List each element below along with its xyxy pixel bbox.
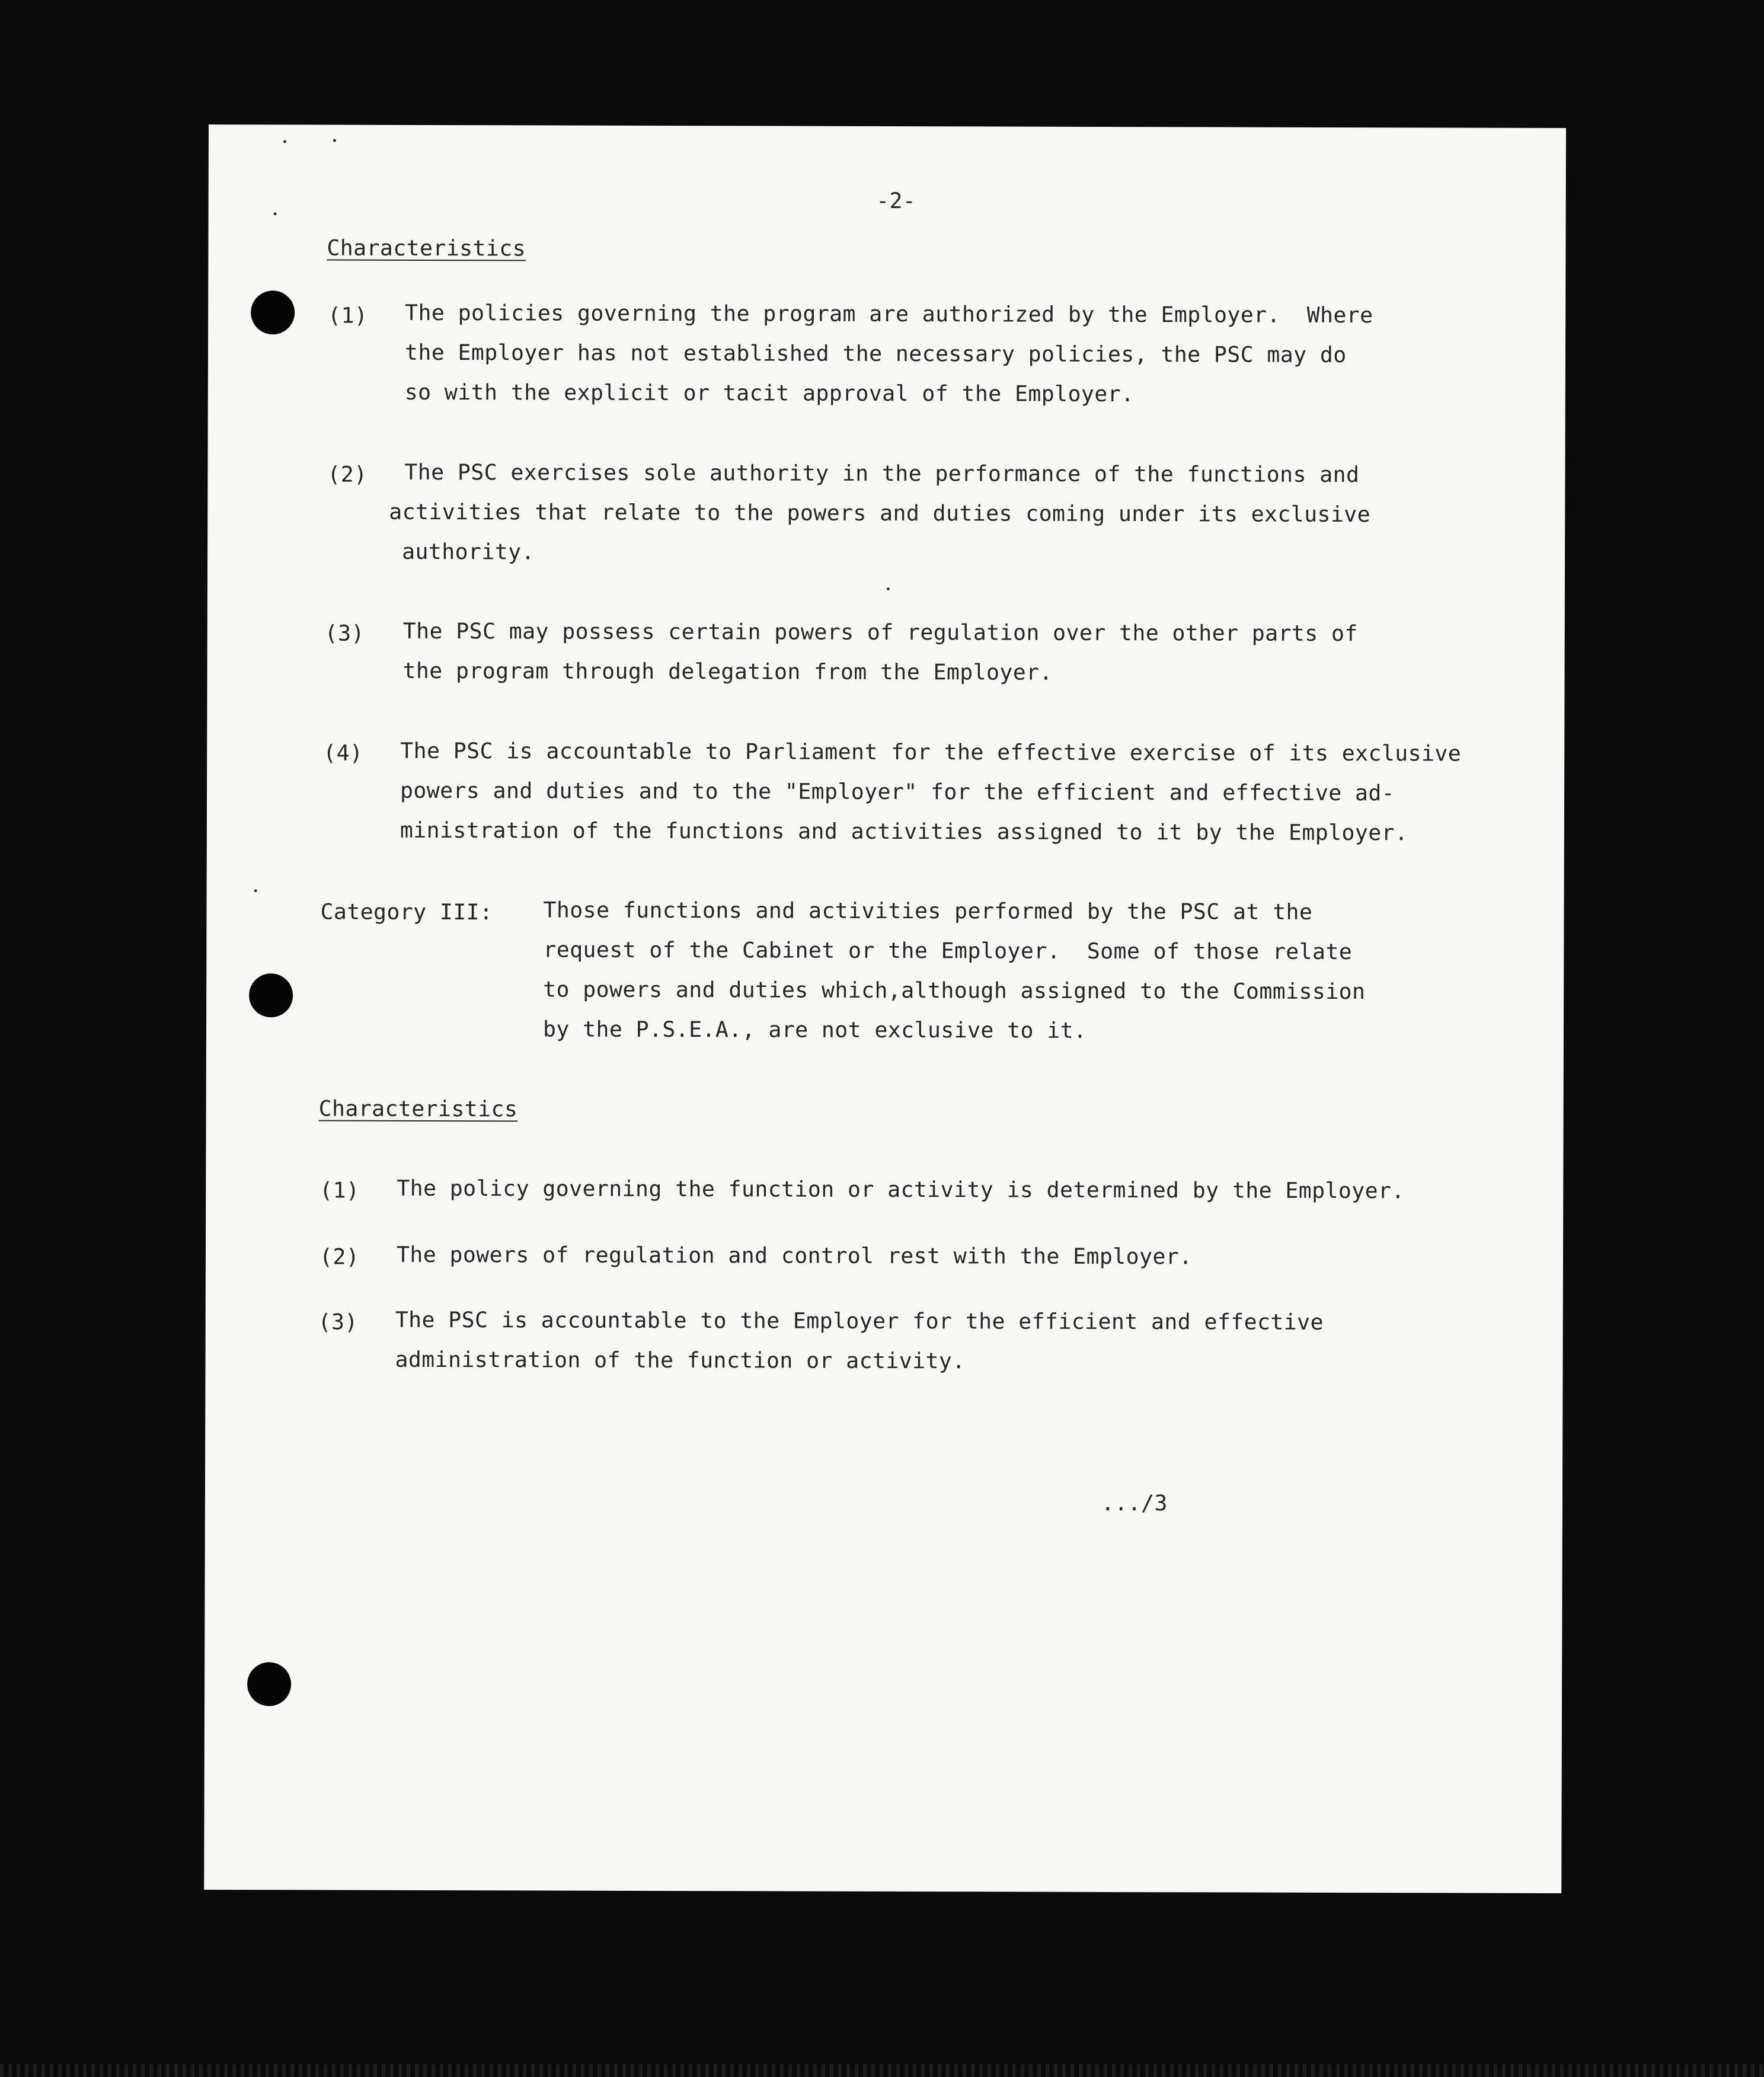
list-item-number: (1): [328, 302, 368, 328]
list-item-text: The policies governing the program are authorized by the Employer. Where the Employer has not established the necessary policies, the PSC may do so with the explicit or tacit approval of the Employer.: [404, 299, 1373, 407]
section-heading-characteristics-1: Characteristics: [327, 235, 526, 261]
document-page: [204, 124, 1566, 1893]
list-item-number: (1): [319, 1177, 360, 1203]
list-item-text: The policy governing the function or activity is determined by the Employer.: [397, 1175, 1405, 1204]
list-item-number: (2): [327, 461, 368, 487]
list-item-number: (3): [318, 1309, 358, 1335]
continuation-marker: .../3: [1101, 1490, 1168, 1516]
section-heading-characteristics-2: Characteristics: [318, 1095, 518, 1122]
list-item-text: The PSC may possess certain powers of regulation over the other parts of the program through delegation from the Employer.: [402, 618, 1358, 685]
list-item-number: (4): [323, 740, 363, 766]
category-description: Those functions and activities performed by the PSC at the request of the Cabinet or the Employer. Some of those relate to powers and duties which,although assigned to the Commission by the P.S.E.A., are not exclusive to it.: [542, 897, 1366, 1043]
list-item-text: The PSC is accountable to Parliament for the effective exercise of its exclusive powers and duties and to the "Employer" for the efficient and effective ad- ministration of the functions and activities assigned to it by the Employer.: [400, 737, 1462, 846]
page-number: -2-: [876, 187, 916, 214]
list-item-number: (2): [319, 1244, 360, 1270]
document-text: [204, 124, 1566, 1893]
list-item-text: The PSC exercises sole authority in the performance of the functions and activities that relate to the powers and duties coming under its exclusive authority.: [389, 459, 1371, 565]
scanner-bottom-edge: [0, 2064, 1764, 2077]
list-item-number: (3): [324, 620, 365, 646]
category-label: Category III:: [320, 899, 493, 925]
list-item-text: The powers of regulation and control rest with the Employer.: [396, 1241, 1193, 1270]
list-item-text: The PSC is accountable to the Employer for the efficient and effective administration of the function or activity.: [395, 1306, 1324, 1374]
